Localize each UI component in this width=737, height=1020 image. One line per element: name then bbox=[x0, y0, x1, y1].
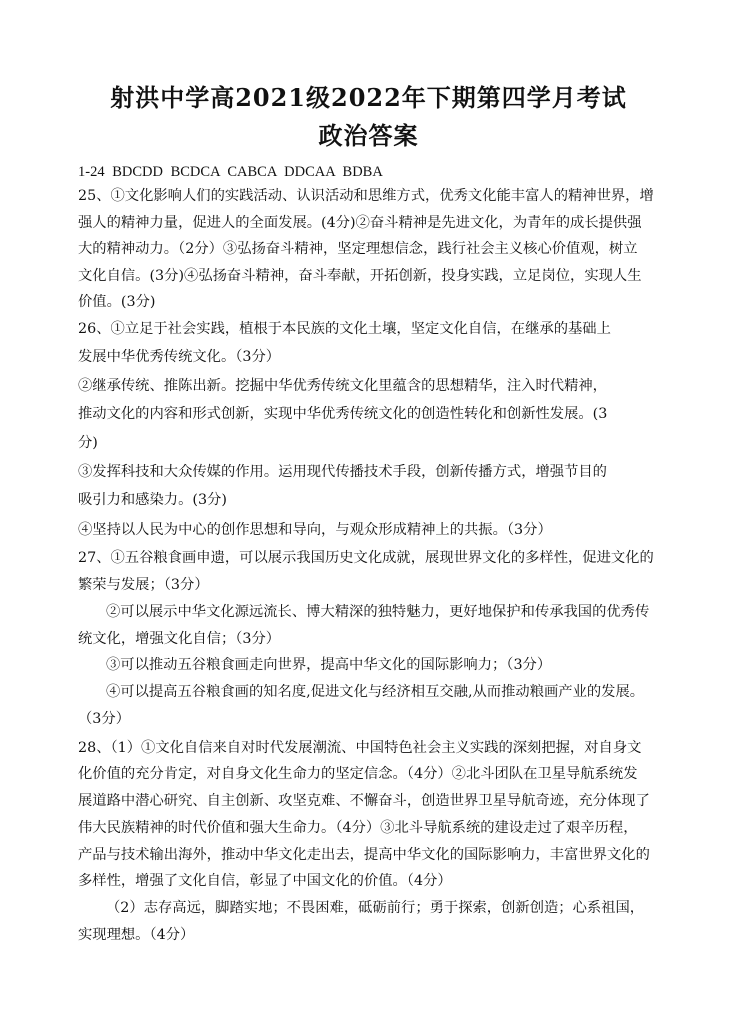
answer-line: 推动文化的内容和形式创新，实现中华优秀传统文化的创造性转化和创新性发展。(3 bbox=[78, 406, 608, 422]
answer-line: 伟大民族精神的时代价值和强大生命力。（4分）③北斗导航系统的建设走过了艰辛历程， bbox=[78, 820, 638, 836]
answer-line: 价值。(3分) bbox=[78, 294, 156, 310]
answer-line: 25、①文化影响人们的实践活动、认识活动和思维方式，优秀文化能丰富人的精神世界，增 bbox=[78, 188, 654, 204]
answer-line: 文化自信。(3分)④弘扬奋斗精神，奋斗奉献，开拓创新，投身实践，立足岗位，实现人生 bbox=[78, 268, 642, 284]
answer-line: 统文化，增强文化自信；（3分） bbox=[78, 631, 281, 647]
answer-line: 多样性，增强了文化自信，彰显了中国文化的价值。（4分） bbox=[78, 873, 452, 889]
answer-line: 26、①立足于社会实践，植根于本民族的文化土壤，坚定文化自信，在继承的基础上 bbox=[78, 321, 611, 337]
answer-line: 吸引力和感染力。(3分) bbox=[78, 492, 227, 508]
answer-line: 展道路中潜心研究、自主创新、攻坚克难、不懈奋斗，创造世界卫星导航奇迹，充分体现了 bbox=[78, 793, 650, 809]
answer-line: ④坚持以人民为中心的创作思想和导向，与观众形成精神上的共振。（3分） bbox=[78, 522, 552, 538]
answer-line: 27、①五谷粮食画申遗，可以展示我国历史文化成就，展现世界文化的多样性，促进文化的 bbox=[78, 550, 654, 566]
answer-line: 28、（1）①文化自信来自对时代发展潮流、中国特色社会主义实践的深刻把握，对自身文 bbox=[78, 740, 642, 756]
answer-line: ③发挥科技和大众传媒的作用。运用现代传播技术手段，创新传播方式，增强节目的 bbox=[78, 464, 607, 480]
answer-line: 发展中华优秀传统文化。（3分） bbox=[78, 349, 281, 365]
answer-line: ②可以展示中华文化源远流长、博大精深的独特魅力，更好地保护和传承我国的优秀传 bbox=[106, 604, 650, 620]
answer-line: ②继承传统、推陈出新。挖掘中华优秀传统文化里蕴含的思想精华，注入时代精神， bbox=[78, 378, 607, 394]
answer-line: 大的精神动力。（2分）③弘扬奋斗精神，坚定理想信念，践行社会主义核心价值观，树立 bbox=[78, 241, 638, 257]
answer-line: ④可以提高五谷粮食画的知名度,促进文化与经济相互交融,从而推动粮画产业的发展。 bbox=[106, 684, 645, 700]
answer-line: 繁荣与发展；（3分） bbox=[78, 577, 209, 593]
answer-line: 强人的精神力量，促进人的全面发展。(4分)②奋斗精神是先进文化，为青年的成长提供强 bbox=[78, 215, 642, 231]
answer-line: ③可以推动五谷粮食画走向世界，提高中华文化的国际影响力；（3分） bbox=[106, 657, 552, 673]
answer-line: 实现理想。（4分） bbox=[78, 927, 195, 943]
document-title: 射洪中学高2021级2022年下期第四学月考试 bbox=[110, 83, 627, 112]
answer-line: 产品与技术输出海外，推动中华文化走出去，提高中华文化的国际影响力，丰富世界文化的 bbox=[78, 847, 650, 863]
answer-line: （3分） bbox=[78, 711, 130, 727]
document-subtitle: 政治答案 bbox=[318, 121, 419, 150]
choice-answers: 1-24 BDCDD BCDCA CABCA DDCAA BDBA bbox=[78, 164, 383, 180]
answer-line: 分) bbox=[78, 435, 98, 451]
answer-line: 化价值的充分肯定，对自身文化生命力的坚定信念。（4分）②北斗团队在卫星导航系统发 bbox=[78, 766, 638, 782]
answer-line: （2）志存高远，脚踏实地；不畏困难，砥砺前行；勇于探索，创新创造；心系祖国， bbox=[106, 900, 645, 916]
